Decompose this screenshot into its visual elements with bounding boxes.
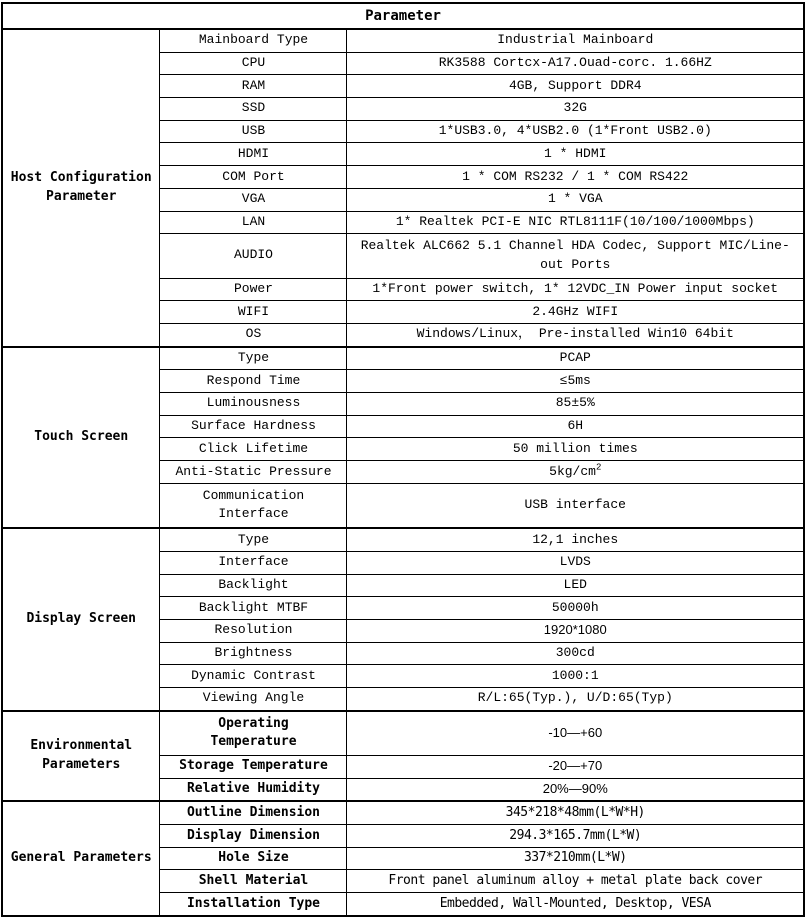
- param-value-cell: -10—+60: [347, 711, 804, 756]
- param-label-cell: RAM: [160, 75, 347, 98]
- table-title: Parameter: [2, 3, 804, 29]
- param-label-cell: VGA: [160, 188, 347, 211]
- param-value-cell: USB interface: [347, 483, 804, 528]
- param-label-cell: HDMI: [160, 143, 347, 166]
- table-row: [2, 528, 804, 551]
- param-label-cell: Installation Type: [160, 893, 347, 916]
- param-label-cell: Viewing Angle: [160, 687, 347, 710]
- param-value-cell: 1* Realtek PCI-E NIC RTL8111F(10/100/1000Mbps): [347, 211, 804, 234]
- param-label-cell: AUDIO: [160, 234, 347, 278]
- param-label-cell: Respond Time: [160, 370, 347, 393]
- param-label-cell: CPU: [160, 52, 347, 75]
- param-value-cell: Embedded, Wall-Mounted, Desktop, VESA: [347, 893, 804, 916]
- param-value-text: 5kg/cm: [549, 463, 596, 479]
- param-label-cell: Dynamic Contrast: [160, 665, 347, 688]
- param-label-cell: Backlight MTBF: [160, 597, 347, 620]
- param-label-cell: Communication Interface: [160, 483, 347, 528]
- param-value-cell: LVDS: [347, 551, 804, 574]
- param-value-cell: 85±5%: [347, 393, 804, 416]
- param-label-cell: LAN: [160, 211, 347, 234]
- param-value-cell: RK3588 Cortcx-A17.Ouad-corc. 1.66HZ: [347, 52, 804, 75]
- param-label-cell: OS: [160, 323, 347, 346]
- group-cell: Display Screen: [2, 528, 160, 711]
- table-row: [2, 801, 804, 824]
- param-label-cell: Anti-Static Pressure: [160, 461, 347, 484]
- param-value-cell: 1*Front power switch, 1* 12VDC_IN Power input socket: [347, 278, 804, 301]
- param-value-cell: 345*218*48mm(L*W*H): [347, 801, 804, 824]
- param-value-cell: -20—+70: [347, 756, 804, 779]
- table-row: [2, 711, 804, 756]
- param-label-cell: Type: [160, 347, 347, 370]
- param-value-cell: 20%—90%: [347, 778, 804, 801]
- param-value-cell: PCAP: [347, 347, 804, 370]
- param-label-cell: USB: [160, 120, 347, 143]
- param-label-cell: Luminousness: [160, 393, 347, 416]
- param-value-cell: 4GB, Support DDR4: [347, 75, 804, 98]
- param-label-cell: Resolution: [160, 619, 347, 642]
- param-value-cell: ≤5ms: [347, 370, 804, 393]
- param-value-cell: Windows/Linux， Pre-installed Win10 64bit: [347, 323, 804, 346]
- param-value-cell: 1 * VGA: [347, 188, 804, 211]
- param-value-cell: [347, 461, 804, 484]
- param-label-cell: Operating Temperature: [160, 711, 347, 756]
- parameter-table: [1, 2, 805, 917]
- param-value-cell: Front panel aluminum alloy + metal plate back cover: [347, 870, 804, 893]
- param-value-cell: 294.3*165.7mm(L*W): [347, 825, 804, 848]
- param-label-cell: Backlight: [160, 574, 347, 597]
- param-value-cell: 300cd: [347, 642, 804, 665]
- param-value-cell: R/L:65(Typ.), U/D:65(Typ): [347, 687, 804, 710]
- param-label-cell: SSD: [160, 98, 347, 121]
- group-cell: Touch Screen: [2, 347, 160, 529]
- param-value-cell: LED: [347, 574, 804, 597]
- param-label-cell: Storage Temperature: [160, 756, 347, 779]
- param-label-cell: Mainboard Type: [160, 29, 347, 52]
- param-label-cell: Hole Size: [160, 847, 347, 870]
- param-value-cell: 1000:1: [347, 665, 804, 688]
- param-value-cell: Realtek ALC662 5.1 Channel HDA Codec, Support MIC/Line-out Ports: [347, 234, 804, 278]
- param-label-cell: Surface Hardness: [160, 415, 347, 438]
- table-header-row: [2, 3, 804, 29]
- param-label-cell: Interface: [160, 551, 347, 574]
- param-label-cell: Display Dimension: [160, 825, 347, 848]
- group-cell: Environmental Parameters: [2, 711, 160, 802]
- param-value-cell: 1 * HDMI: [347, 143, 804, 166]
- param-value-cell: 2.4GHz WIFI: [347, 301, 804, 324]
- param-value-cell: Industrial Mainboard: [347, 29, 804, 52]
- param-label-cell: Click Lifetime: [160, 438, 347, 461]
- group-cell: Host Configuration Parameter: [2, 29, 160, 347]
- param-label-cell: COM Port: [160, 166, 347, 189]
- param-label-cell: Shell Material: [160, 870, 347, 893]
- param-value-superscript: 2: [595, 462, 602, 473]
- param-label-cell: Brightness: [160, 642, 347, 665]
- param-label-cell: Relative Humidity: [160, 778, 347, 801]
- group-cell: General Parameters: [2, 801, 160, 915]
- param-label-cell: WIFI: [160, 301, 347, 324]
- param-value-cell: 1920*1080: [347, 619, 804, 642]
- param-label-cell: Outline Dimension: [160, 801, 347, 824]
- table-row: [2, 347, 804, 370]
- param-value-cell: 50000h: [347, 597, 804, 620]
- param-value-cell: 337*210mm(L*W): [347, 847, 804, 870]
- param-value-cell: 1 * COM RS232 / 1 * COM RS422: [347, 166, 804, 189]
- param-value-cell: 12,1 inches: [347, 528, 804, 551]
- param-label-cell: Power: [160, 278, 347, 301]
- param-value-cell: 6H: [347, 415, 804, 438]
- param-value-cell: 1*USB3.0, 4*USB2.0 (1*Front USB2.0): [347, 120, 804, 143]
- param-label-cell: Type: [160, 528, 347, 551]
- param-value-cell: 50 million times: [347, 438, 804, 461]
- param-value-cell: 32G: [347, 98, 804, 121]
- table-row: [2, 29, 804, 52]
